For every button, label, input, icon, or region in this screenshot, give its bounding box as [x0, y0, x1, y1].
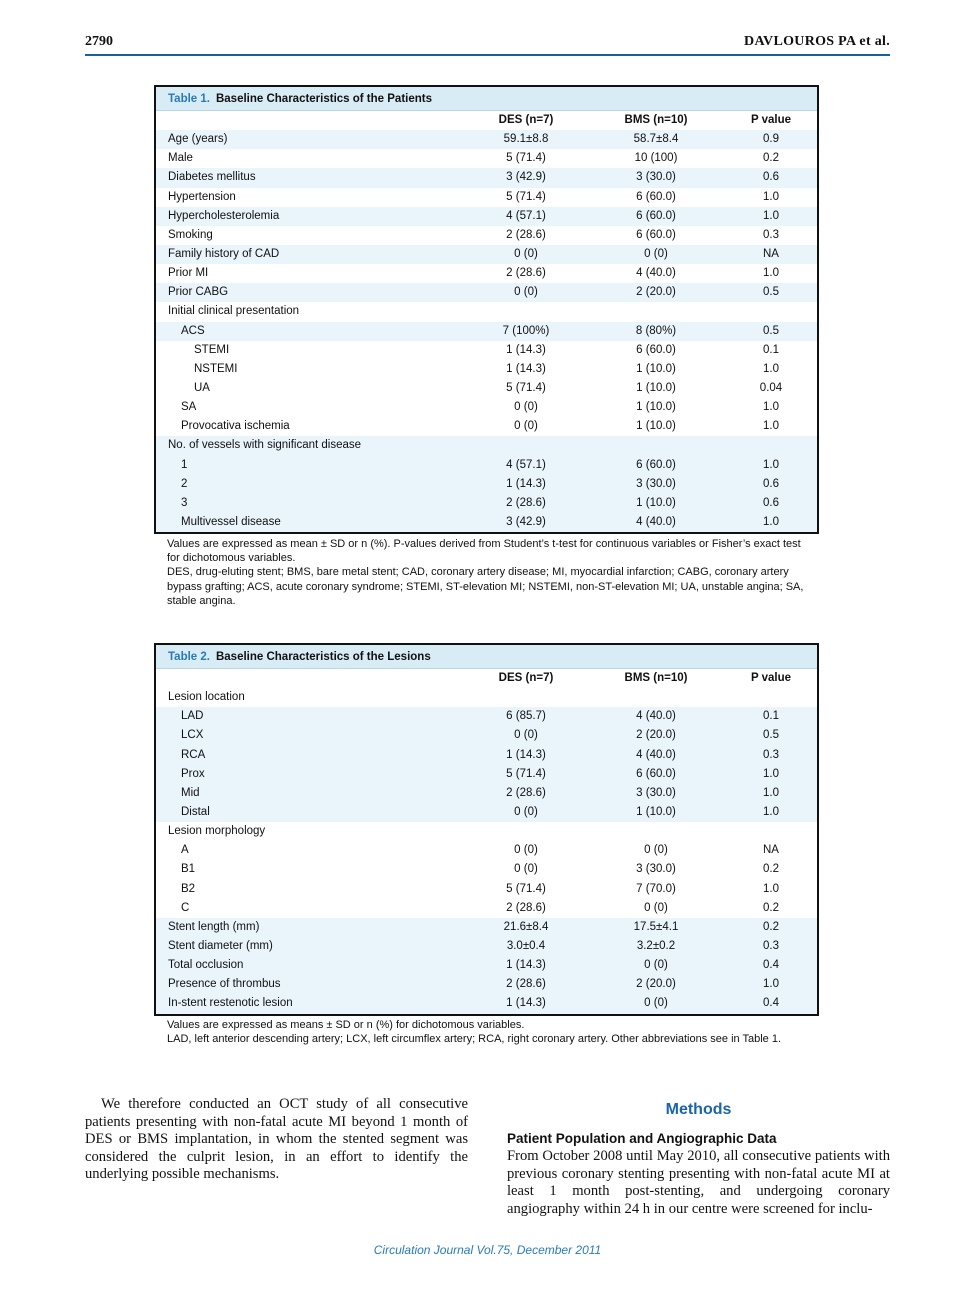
table-1-cell: 1.0	[763, 420, 779, 433]
table-1-cell: SA	[181, 401, 197, 414]
table-1-cell: 0 (0)	[514, 401, 538, 414]
table-2-note-1: Values are expressed as means ± SD or n (%) for dichotomous variables.	[167, 1019, 525, 1031]
table-1-cell: 3 (30.0)	[636, 477, 676, 490]
table-1-body	[156, 111, 817, 532]
table-1-caption	[156, 87, 817, 111]
table-1-label: Table 1.	[168, 93, 210, 105]
table-1-cell: 10 (100)	[634, 152, 678, 165]
table-1-column-header: P value	[750, 114, 792, 126]
table-1-row	[156, 283, 817, 302]
table-2-cell: 2 (20.0)	[636, 978, 676, 991]
table-1-cell: 1	[181, 458, 188, 471]
table-1-row	[156, 436, 817, 455]
table-1-cell: Male	[168, 152, 193, 165]
table-2-cell: 0.3	[763, 939, 779, 952]
table-2-label: Table 2.	[168, 651, 210, 663]
table-1-cell: Age (years)	[168, 133, 228, 146]
table-2-row	[156, 822, 817, 841]
table-1-cell: 58.7±8.4	[633, 133, 679, 146]
table-2-cell: 5 (71.4)	[506, 882, 546, 895]
table-2-cell: 2 (28.6)	[506, 901, 546, 914]
table-2-row	[156, 956, 817, 975]
table-2-cell: 1 (14.3)	[506, 748, 546, 761]
table-1-note-2: DES, drug-eluting stent; BMS, bare metal stent; CAD, coronary artery disease; MI, myocardial infarction; CABG, coronary artery bypass grafting; ACS, acute coronary syndrome; STEMI, ST-elevation MI; NSTEMI, non-ST-elevation MI; UA, unstable angina; SA, stable angina.	[167, 566, 804, 607]
table-1-cell: 2 (28.6)	[506, 496, 546, 509]
table-1-cell: Provocativa ischemia	[181, 420, 290, 433]
table-2	[154, 643, 819, 1016]
table-2-row	[156, 765, 817, 784]
table-1-note-1: Values are expressed as mean ± SD or n (%). P-values derived from Student’s t-test for continuous variables or Fisher’s exact test for dichotomous variables.	[167, 538, 801, 565]
table-2-caption	[156, 645, 817, 669]
table-1-cell: 1.0	[763, 267, 779, 280]
table-2-cell: NA	[763, 844, 779, 857]
table-2-cell: 3.2±0.2	[636, 939, 676, 952]
table-1-cell: Family history of CAD	[168, 247, 280, 260]
table-1-cell: 0.6	[763, 171, 779, 184]
table-1-row	[156, 245, 817, 264]
table-2-row	[156, 726, 817, 745]
table-2-column-header: P value	[750, 672, 792, 684]
table-2-notes	[167, 1018, 812, 1046]
table-1-row	[156, 226, 817, 245]
table-1-row	[156, 188, 817, 207]
table-1-cell: 5 (71.4)	[506, 381, 546, 394]
table-1-column-header: BMS (n=10)	[624, 114, 688, 126]
table-1-column-header: DES (n=7)	[498, 114, 554, 126]
patient-population-subheading: Patient Population and Angiographic Data	[507, 1131, 777, 1146]
table-1-cell: 1.0	[763, 209, 779, 222]
table-2-cell: 0 (0)	[644, 844, 668, 857]
table-1-cell: 0.5	[763, 324, 779, 337]
running-author: DAVLOUROS PA et al.	[744, 34, 890, 49]
table-2-cell: B2	[181, 882, 196, 895]
table-1-cell: STEMI	[194, 343, 230, 356]
table-1-cell: 3 (30.0)	[636, 171, 676, 184]
table-1-cell: 1.0	[763, 362, 779, 375]
table-1-cell: Prior CABG	[168, 286, 229, 299]
table-2-cell: 1.0	[763, 786, 779, 799]
table-2-cell: Prox	[181, 767, 205, 780]
table-1-cell: 5 (71.4)	[506, 152, 546, 165]
table-2-row	[156, 707, 817, 726]
table-1-cell: NSTEMI	[194, 362, 238, 375]
table-1-cell: 0.1	[763, 343, 779, 356]
table-1-cell: 1.0	[763, 190, 779, 203]
table-2-cell: 21.6±8.4	[503, 920, 549, 933]
table-1-cell: 1 (10.0)	[636, 362, 676, 375]
table-1-cell: 6 (60.0)	[636, 228, 676, 241]
table-1-cell: 4 (57.1)	[506, 209, 546, 222]
table-1-row	[156, 149, 817, 168]
table-2-cell: 3 (30.0)	[636, 786, 676, 799]
table-1-cell: ACS	[181, 324, 205, 337]
table-1-cell: 6 (60.0)	[636, 458, 676, 471]
table-1-cell: 4 (40.0)	[636, 515, 676, 528]
table-1-row	[156, 360, 817, 379]
table-1-cell: 1 (10.0)	[636, 401, 676, 414]
methods-heading: Methods	[665, 1101, 732, 1118]
table-1-cell: 2 (20.0)	[636, 286, 676, 299]
table-2-cell: A	[181, 844, 189, 857]
table-2-cell: 0.4	[763, 997, 779, 1010]
table-1-cell: 1.0	[763, 401, 779, 414]
table-2-cell: 2 (28.6)	[506, 786, 546, 799]
table-2-title: Baseline Characteristics of the Lesions	[215, 651, 431, 663]
table-2-cell: 2 (20.0)	[636, 729, 676, 742]
table-1-cell: 3 (42.9)	[506, 171, 546, 184]
table-1-row	[156, 302, 817, 321]
table-1-cell: Initial clinical presentation	[168, 305, 300, 318]
table-1-cell: 1 (10.0)	[636, 420, 676, 433]
table-1-row	[156, 341, 817, 360]
table-1-cell: 0 (0)	[644, 247, 668, 260]
table-1-cell: Prior MI	[168, 267, 209, 280]
table-2-cell: 1 (14.3)	[506, 997, 546, 1010]
table-1-cell: 0.2	[763, 152, 779, 165]
table-2-cell: 1.0	[763, 767, 779, 780]
table-2-cell: Stent length (mm)	[168, 920, 260, 933]
table-2-header-row	[156, 669, 817, 688]
table-2-cell: 0 (0)	[514, 805, 538, 818]
table-1-row	[156, 417, 817, 436]
table-1-cell: 59.1±8.8	[503, 133, 549, 146]
intro-paragraph: We therefore conducted an OCT study of all consecutive patients presenting with non-fatal acute MI beyond 1 month of DES or BMS implantation, in whom the stented segment was considered the culprit lesion, in an effort to identify the underlying possible mechanisms.	[85, 1096, 468, 1183]
table-1-row	[156, 513, 817, 532]
table-1-cell: No. of vessels with significant disease	[168, 439, 362, 452]
table-1-cell: 6 (60.0)	[636, 209, 676, 222]
table-1-row	[156, 130, 817, 149]
table-1-cell: 1 (14.3)	[506, 343, 546, 356]
table-1-cell: 0 (0)	[514, 286, 538, 299]
table-1-row	[156, 475, 817, 494]
table-1-cell: Smoking	[168, 228, 213, 241]
table-2-cell: LAD	[181, 710, 204, 723]
table-2-cell: 0 (0)	[514, 729, 538, 742]
table-1-cell: 2	[181, 477, 188, 490]
table-2-cell: 0 (0)	[514, 863, 538, 876]
table-1-cell: 1 (10.0)	[636, 496, 676, 509]
table-1-row	[156, 264, 817, 283]
table-2-row	[156, 899, 817, 918]
table-2-cell: B1	[181, 863, 196, 876]
table-2-cell: 4 (40.0)	[636, 710, 676, 723]
table-2-cell: 0.2	[763, 920, 779, 933]
table-2-cell: LCX	[181, 729, 204, 742]
table-1-row	[156, 398, 817, 417]
table-1-cell: 2 (28.6)	[506, 267, 546, 280]
table-2-row	[156, 688, 817, 707]
table-2-row	[156, 918, 817, 937]
table-1-cell: 0.5	[763, 286, 779, 299]
table-2-row	[156, 803, 817, 822]
table-1-cell: 1.0	[763, 458, 779, 471]
table-1-cell: 0.3	[763, 228, 779, 241]
table-2-cell: 0.1	[763, 710, 779, 723]
table-1-cell: 0 (0)	[514, 420, 538, 433]
table-2-cell: 1.0	[763, 805, 779, 818]
table-1-header-row	[156, 111, 817, 130]
table-2-cell: Stent diameter (mm)	[168, 939, 273, 952]
table-1-cell: 2 (28.6)	[506, 228, 546, 241]
table-1-notes	[167, 537, 812, 608]
table-1-row	[156, 168, 817, 187]
table-2-cell: 1.0	[763, 882, 779, 895]
table-2-cell: Mid	[181, 786, 200, 799]
table-2-cell: 0 (0)	[644, 959, 668, 972]
methods-paragraph: From October 2008 until May 2010, all consecutive patients with previous coronary stenting presenting with non-fatal acute MI at least 1 month post-stenting, and undergoing coronary angiography within 24 h in our centre were screened for inclu-	[507, 1148, 890, 1217]
table-2-cell: 3.0±0.4	[506, 939, 546, 952]
table-2-cell: RCA	[181, 748, 206, 761]
table-1-cell: 3	[181, 496, 188, 509]
table-1-cell: 4 (40.0)	[636, 267, 676, 280]
table-1-cell: 0.6	[763, 477, 779, 490]
table-2-cell: C	[181, 901, 190, 914]
table-2-cell: 1 (14.3)	[506, 959, 546, 972]
table-2-cell: 0 (0)	[644, 901, 668, 914]
table-2-cell: In-stent restenotic lesion	[168, 997, 293, 1010]
table-2-cell: 0.2	[763, 863, 779, 876]
table-1-cell: NA	[763, 247, 779, 260]
table-1-cell: 7 (100%)	[502, 324, 550, 337]
table-2-cell: 17.5±4.1	[633, 920, 679, 933]
table-2-cell: 6 (85.7)	[506, 710, 546, 723]
table-2-cell: 1 (10.0)	[636, 805, 676, 818]
table-2-cell: 4 (40.0)	[636, 748, 676, 761]
table-1-cell: 8 (80%)	[635, 324, 677, 337]
table-1-cell: Hypercholesterolemia	[168, 209, 280, 222]
table-1-cell: 1 (14.3)	[506, 477, 546, 490]
table-1-cell: 0.04	[759, 381, 783, 394]
table-2-row	[156, 841, 817, 860]
table-2-row	[156, 994, 817, 1013]
table-1-cell: 5 (71.4)	[506, 190, 546, 203]
table-2-cell: Distal	[181, 805, 210, 818]
table-1	[154, 85, 819, 534]
table-2-cell: 0 (0)	[644, 997, 668, 1010]
journal-footer: Circulation Journal Vol.75, December 2011	[373, 1243, 602, 1257]
table-2-cell: 0.3	[763, 748, 779, 761]
table-1-cell: 1 (14.3)	[506, 362, 546, 375]
table-1-cell: 1 (10.0)	[636, 381, 676, 394]
table-1-cell: 6 (60.0)	[636, 190, 676, 203]
table-1-cell: Multivessel disease	[181, 515, 281, 528]
table-1-title: Baseline Characteristics of the Patients	[215, 93, 432, 105]
table-2-column-header: DES (n=7)	[498, 672, 554, 684]
table-2-cell: 3 (30.0)	[636, 863, 676, 876]
table-2-cell: 0.2	[763, 901, 779, 914]
table-1-cell: 3 (42.9)	[506, 515, 546, 528]
table-2-row	[156, 975, 817, 994]
table-2-cell: Presence of thrombus	[168, 978, 281, 991]
table-1-cell: 0 (0)	[514, 247, 538, 260]
table-2-cell: 5 (71.4)	[506, 767, 546, 780]
table-1-cell: 1.0	[763, 515, 779, 528]
table-1-cell: 6 (60.0)	[636, 343, 676, 356]
table-2-cell: 2 (28.6)	[506, 978, 546, 991]
table-2-cell: 1.0	[763, 978, 779, 991]
table-2-row	[156, 880, 817, 899]
table-2-row	[156, 860, 817, 879]
left-column	[85, 1096, 468, 1184]
running-header	[85, 30, 890, 56]
table-1-row	[156, 322, 817, 341]
table-1-row	[156, 379, 817, 398]
table-2-note-2: LAD, left anterior descending artery; LCX, left circumflex artery; RCA, right coronary artery. Other abbreviations see in Table 1.	[167, 1033, 782, 1046]
table-1-cell: Diabetes mellitus	[168, 171, 256, 184]
table-2-cell: Total occlusion	[168, 959, 244, 972]
table-2-cell: Lesion location	[168, 691, 245, 704]
table-1-cell: Hypertension	[168, 190, 236, 203]
table-1-row	[156, 494, 817, 513]
table-2-cell: 0.4	[763, 959, 779, 972]
table-2-row	[156, 784, 817, 803]
table-2-row	[156, 937, 817, 956]
table-2-cell: 0 (0)	[514, 844, 538, 857]
table-2-cell: 7 (70.0)	[636, 882, 676, 895]
table-2-cell: 0.5	[763, 729, 779, 742]
table-2-body	[156, 669, 817, 1014]
table-1-row	[156, 207, 817, 226]
table-1-cell: UA	[194, 381, 210, 394]
table-1-cell: 0.9	[763, 133, 779, 146]
right-column	[507, 1100, 890, 1218]
table-1-cell: 0.6	[763, 496, 779, 509]
table-1-cell: 4 (57.1)	[506, 458, 546, 471]
table-2-cell: Lesion morphology	[168, 825, 266, 838]
table-1-row	[156, 456, 817, 475]
table-2-column-header: BMS (n=10)	[624, 672, 688, 684]
table-2-row	[156, 746, 817, 765]
table-2-cell: 6 (60.0)	[636, 767, 676, 780]
page-number: 2790	[85, 34, 113, 49]
